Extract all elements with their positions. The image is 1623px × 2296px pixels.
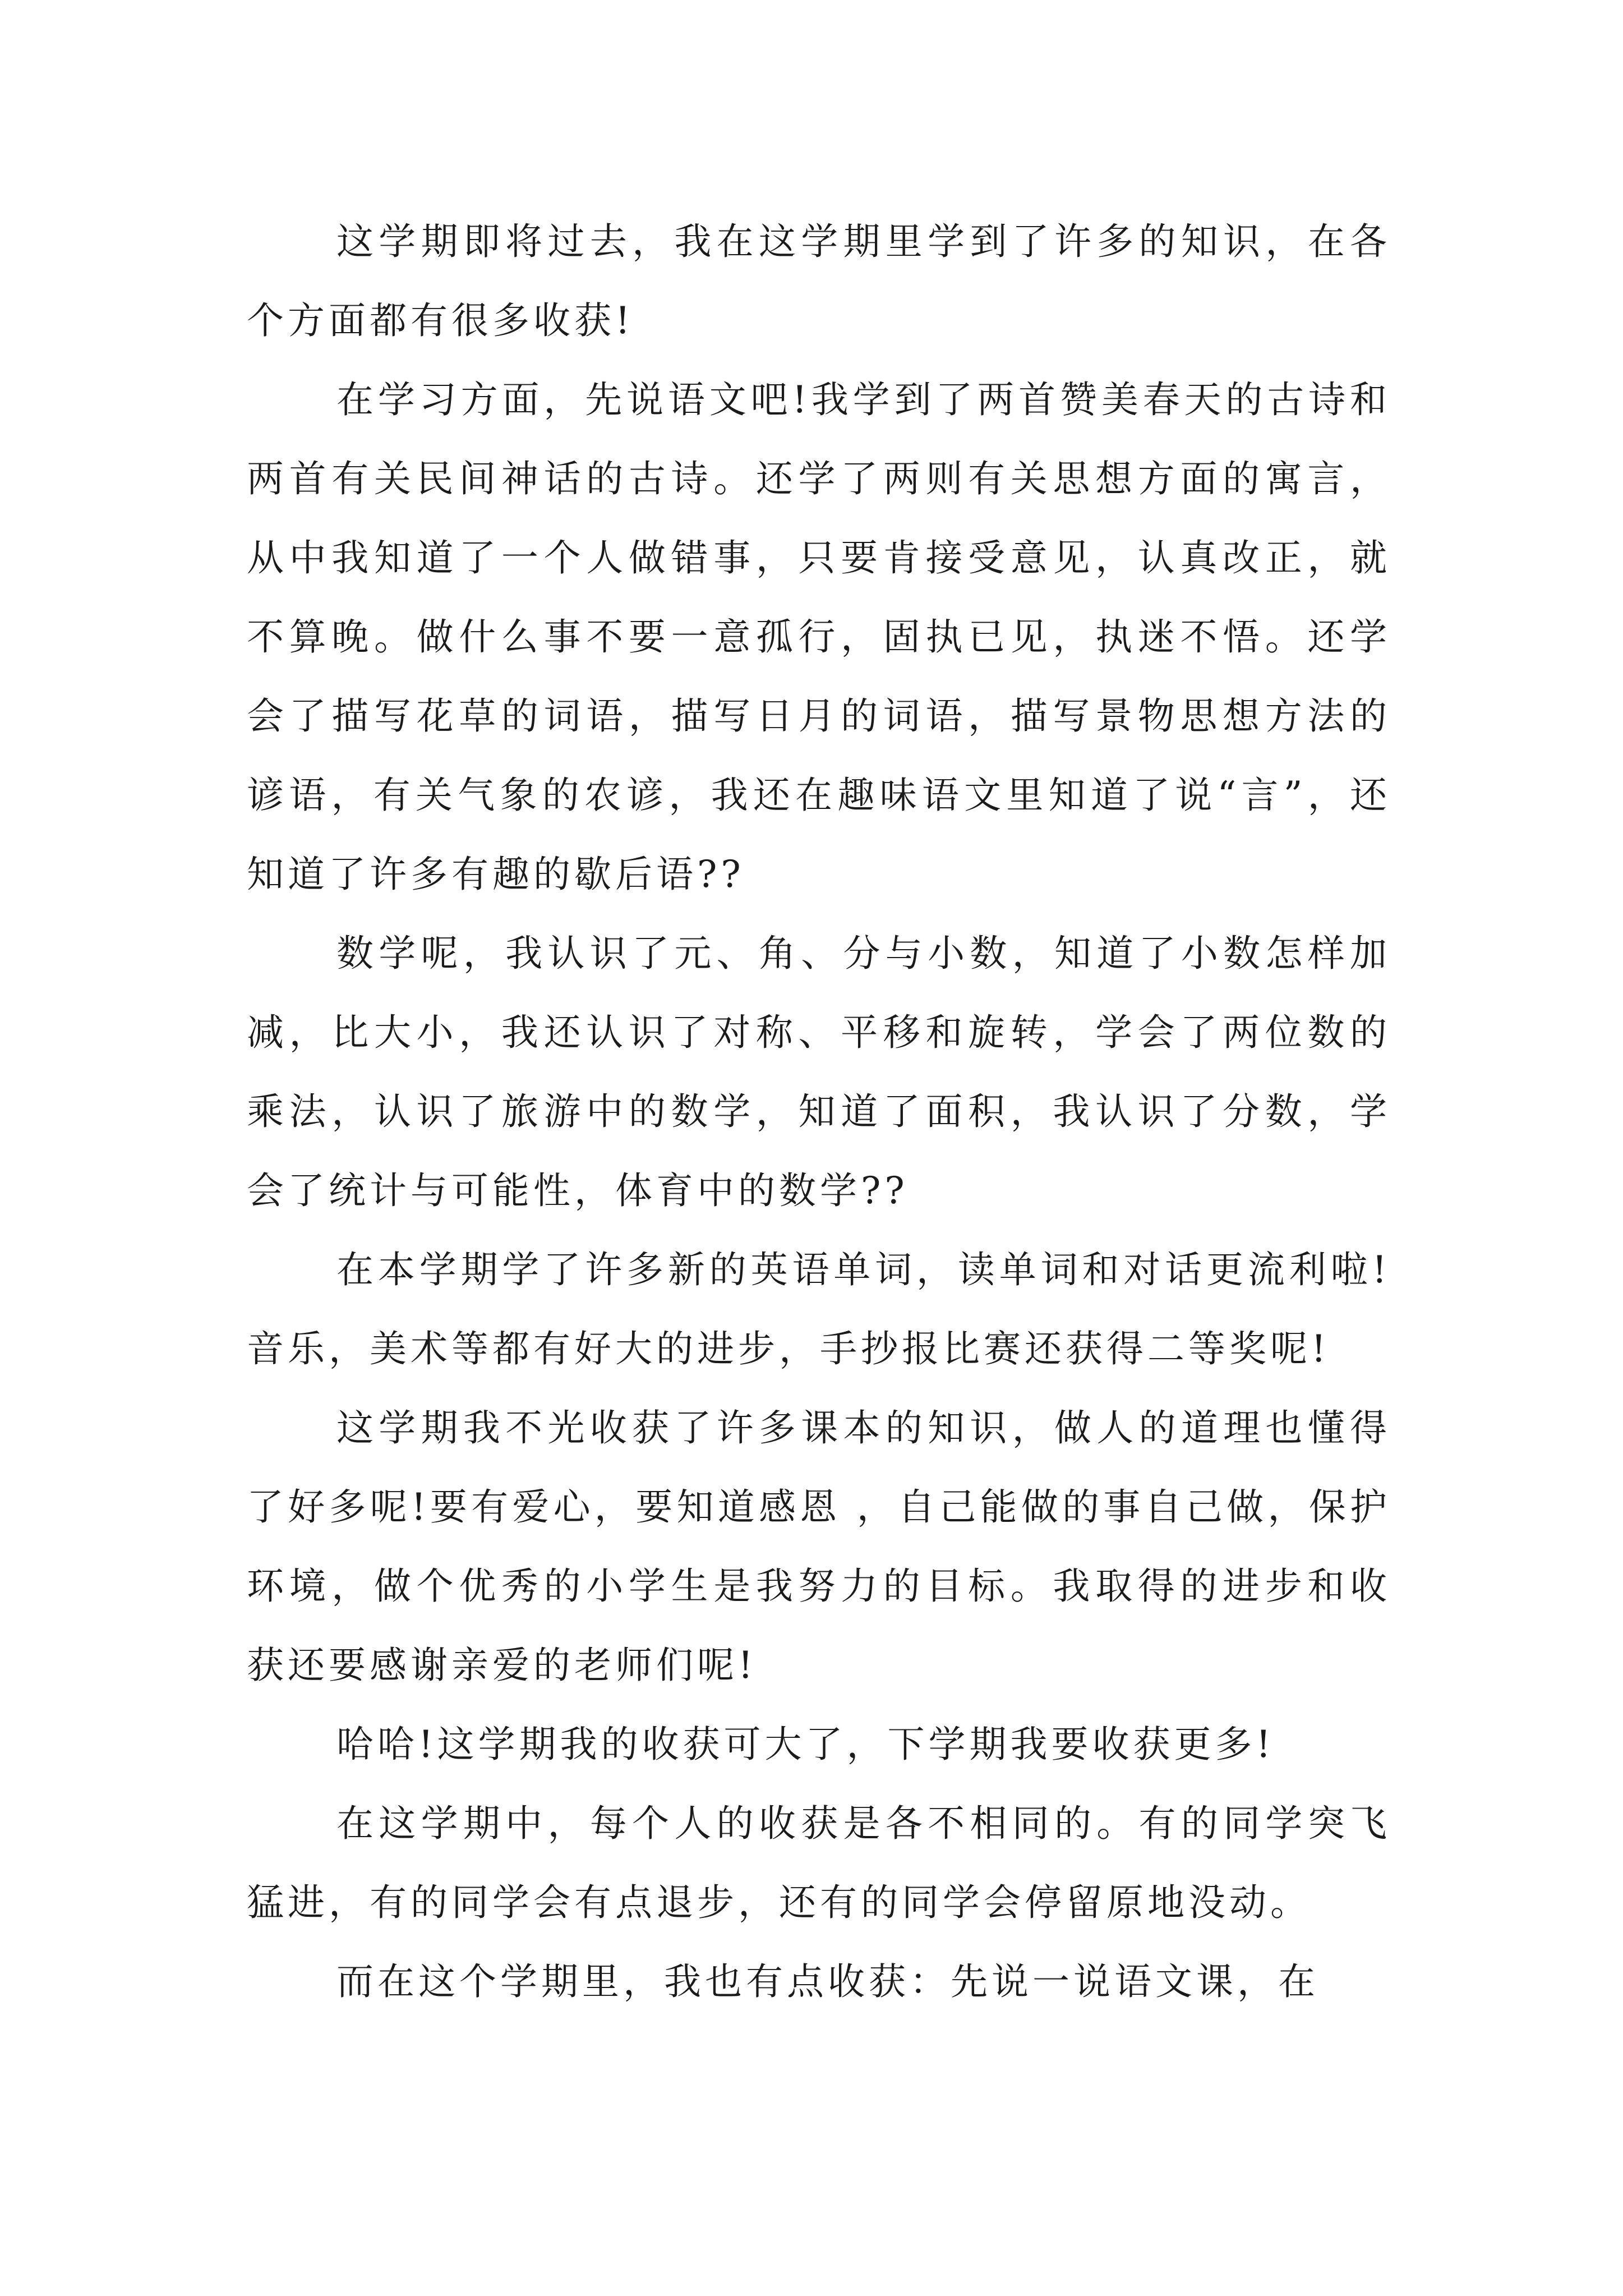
paragraph-math: 数学呢，我认识了元、角、分与小数，知道了小数怎样加减，比大小，我还认识了对称、平移和旋转，学会了两位数的乘法，认识了旅游中的数学，知道了面积，我认识了分数，学会了统计与可能性，体育中的数学?? (247, 932, 1391, 1212)
paragraph-exclaim: 哈哈!这学期我的收获可大了，下学期我要收获更多! (336, 1723, 1275, 1766)
paragraph-classmates: 在这学期中，每个人的收获是各不相同的。有的同学突飞猛进，有的同学会有点退步，还有的同学会停留原地没动。 (247, 1802, 1391, 1924)
paragraph-english-arts: 在本学期学了许多新的英语单词，读单词和对话更流利啦!音乐，美术等都有好大的进步，手抄报比赛还获得二等奖呢! (247, 1248, 1391, 1370)
paragraph-intro: 这学期即将过去，我在这学期里学到了许多的知识，在各个方面都有很多收获! (247, 220, 1391, 342)
paragraph-character: 这学期我不光收获了许多课本的知识，做人的道理也懂得了好多呢!要有爱心，要知道感恩 ，自己能做的事自己做，保护环境，做个优秀的小学生是我努力的目标。我取得的进步和收获还要感谢亲爱的老师们呢! (247, 1406, 1391, 1687)
paragraph-continuation: 而在这个学期里，我也有点收获：先说一说语文课，在 (336, 1960, 1319, 2003)
paragraph-chinese-study: 在学习方面，先说语文吧!我学到了两首赞美春天的古诗和两首有关民间神话的古诗。还学了两则有关思想方面的寓言，从中我知道了一个人做错事，只要肯接受意见，认真改正，就不算晚。做什么事不要一意孤行，固执已见，执迷不悟。还学会了描写花草的词语，描写日月的词语，描写景物思想方法的谚语，有关气象的农谚，我还在趣味语文里知道了说“言”，还知道了许多有趣的歇后语?? (247, 378, 1391, 896)
document-body (247, 202, 1391, 2021)
